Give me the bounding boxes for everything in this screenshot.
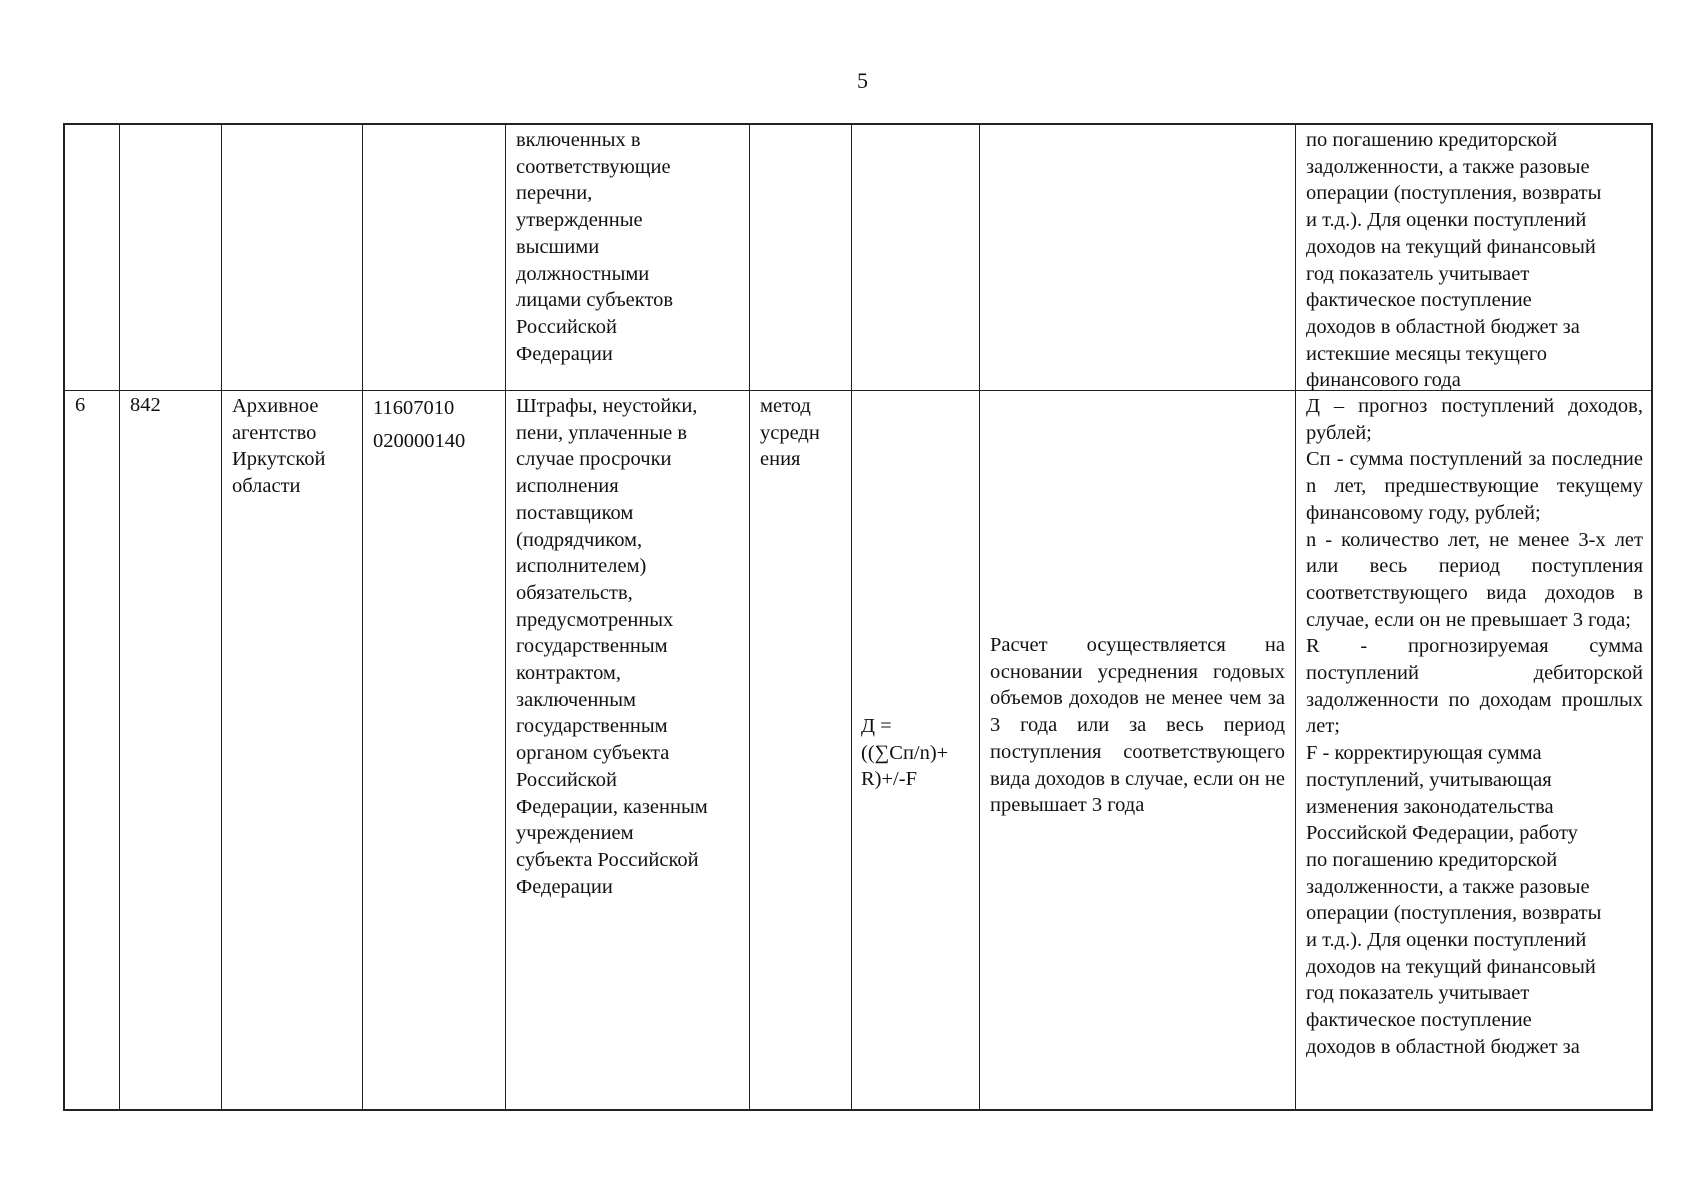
column-divider (851, 125, 852, 1109)
revenue-forecast-table (63, 123, 1653, 1111)
column-divider (979, 125, 980, 1109)
admin-code: 842 (130, 394, 161, 416)
continued-description: включенных в соответствующие перечни, утвержденные высшими должностными лицами субъектов Российской Федерации (516, 129, 674, 365)
forecast-formula: Д = ((∑Сп/n)+ R)+/-F (861, 715, 949, 791)
page-number: 5 (857, 68, 868, 93)
column-divider (749, 125, 750, 1109)
budget-classification-code: 11607010 020000140 (373, 397, 466, 452)
revenue-description: Штрафы, неустойки, пени, уплаченные в случае просрочки исполнения поставщиком (подрядчиком, исполнителем) обязательств, предусмотренных государственным контрактом, заключенным государственным органом субъекта Российской Федерации, казенным учреждением субъекта Российской Федерации (516, 395, 708, 898)
calculation-description: Расчет осуществляется на основании усреднения годовых объемов доходов не менее чем за 3 года или за весь период поступления соответствующего вида доходов в случае, если он не превышает 3 года (990, 634, 1285, 817)
column-divider (221, 125, 222, 1109)
formula-legend: Д – прогноз поступлений доходов, рублей; Сп - сумма поступлений за последние n лет, предшествующие текущему финансовому году, рублей; n - количество лет, не менее 3-х лет или весь период поступления соответствующего вида доходов в случае, если он не превышает 3 года; R - прогнозируемая сумма поступлений дебиторской задолженности по доходам прошлых лет; F - корректирующая сумма поступлений, учитывающая изменения законодательства Российской Федерации, работу по погашению кредиторской задолженности, а также разовые операции (поступления, возвраты и т.д.). Для оценки поступлений доходов на текущий финансовый год показатель учитывает фактическое поступление доходов в областной бюджет за (1306, 395, 1643, 1058)
row-number: 6 (75, 394, 86, 416)
continued-details: по погашению кредиторской задолженности, а также разовые операции (поступления, возвраты и т.д.). Для оценки поступлений доходов на текущий финансовый год показатель учитывает фактическое поступление доходов в областной бюджет за истекшие месяцы текущего финансового года (1306, 129, 1602, 392)
column-divider (119, 125, 120, 1109)
column-divider (362, 125, 363, 1109)
agency-name: Архивное агентство Иркутской области (232, 395, 326, 498)
forecast-method: метод усредн ения (760, 395, 820, 471)
